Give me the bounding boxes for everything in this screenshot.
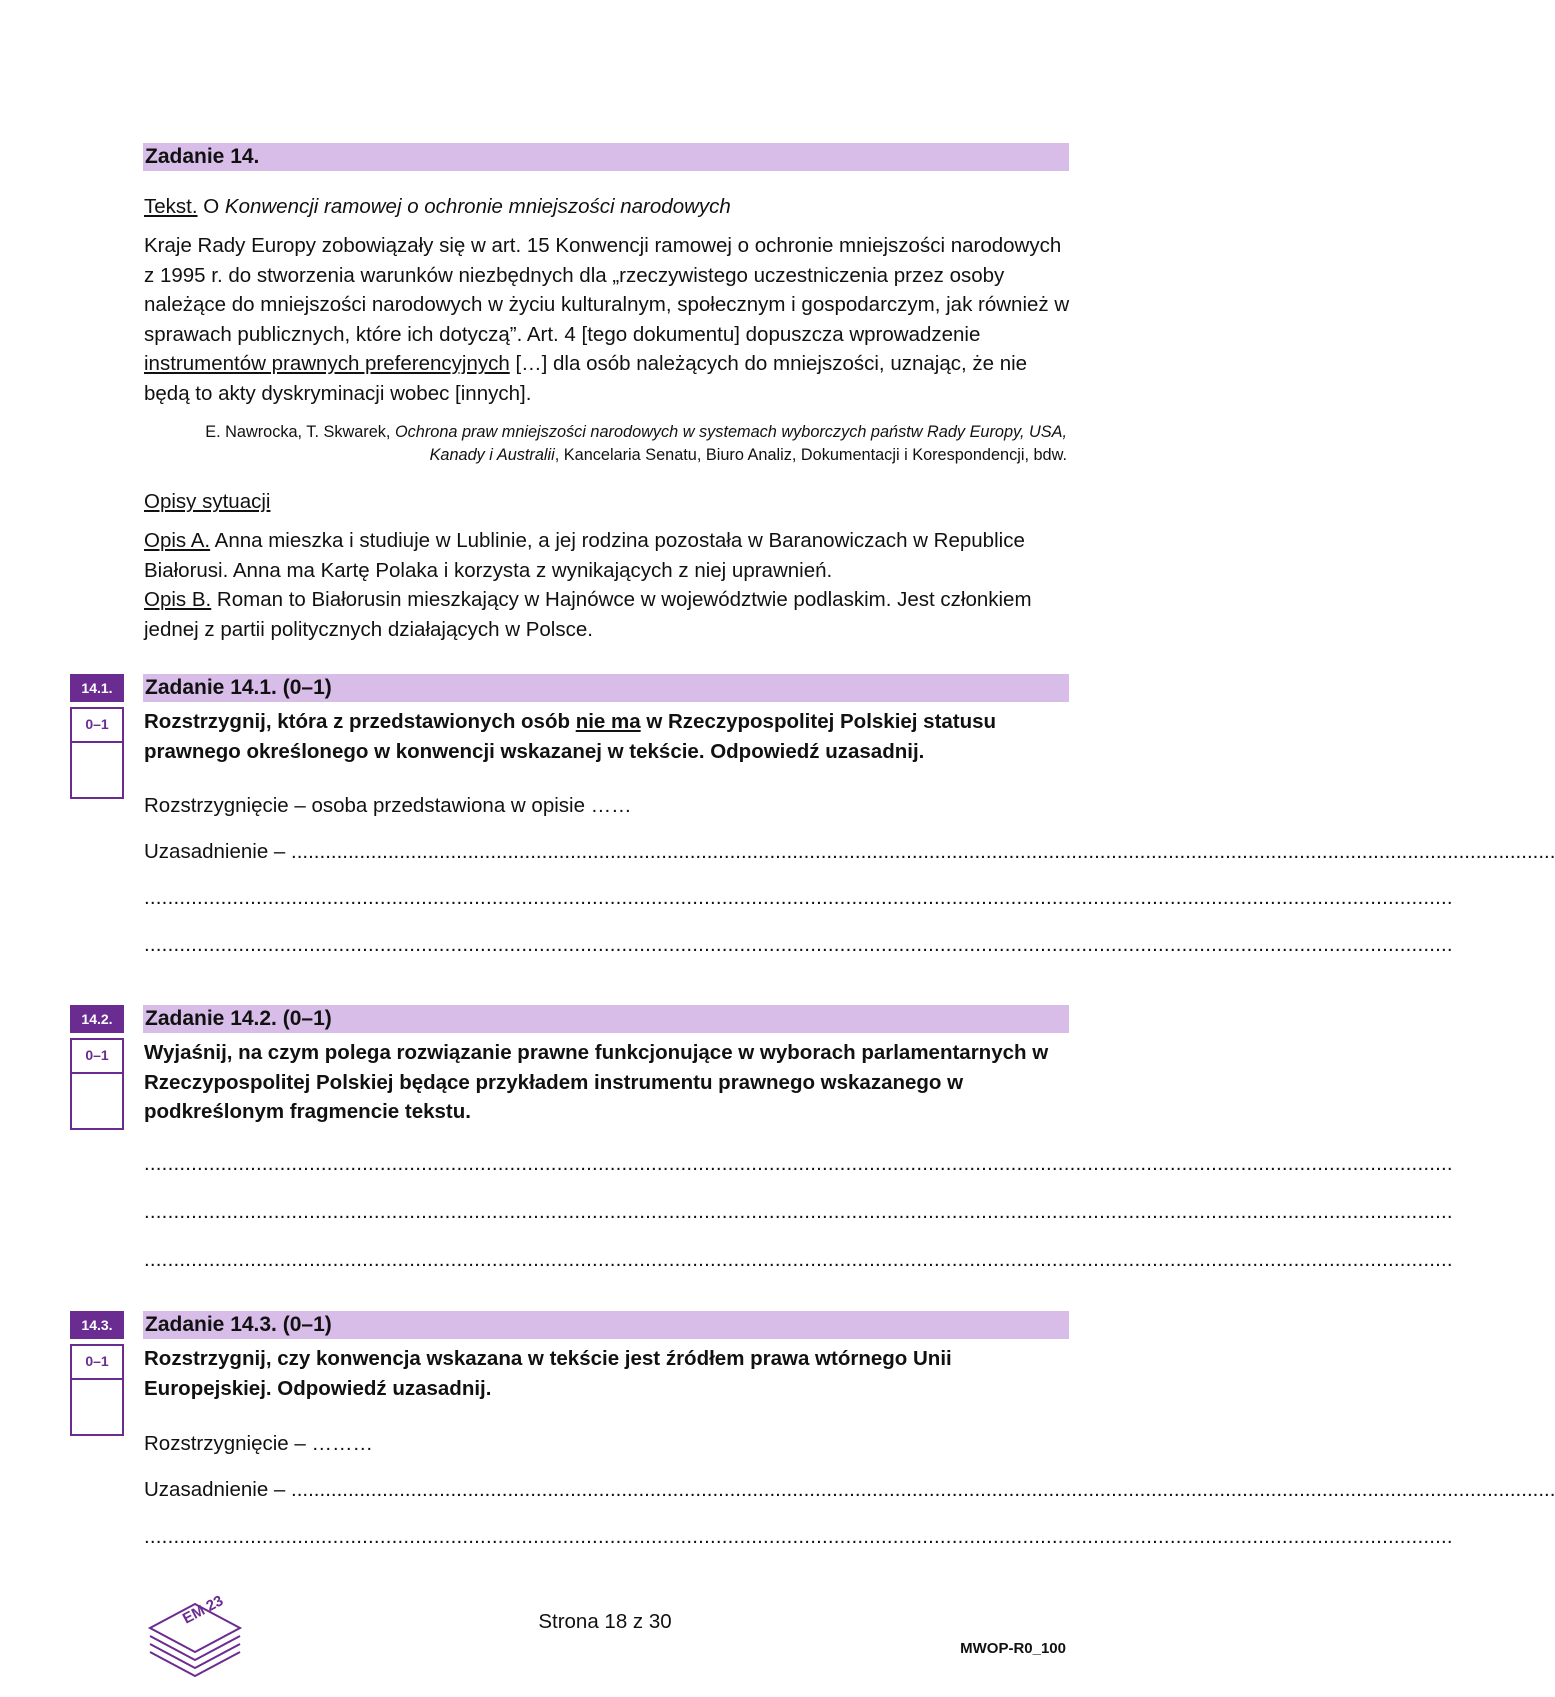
justification-label: Uzasadnienie – (144, 1478, 292, 1501)
question-text: Wyjaśnij, na czym polega rozwiązanie prawne funkcjonujące w wyborach parlamentarnych w Rzeczypospolitej Polskiej będące przykładem instrumentu prawnego wskazanego w podkreślonym fragmencie tekstu. (144, 1041, 1049, 1123)
question-text: Rozstrzygnij, czy konwencja wskazana w tekście jest źródłem prawa wtórnego Unii Europejskiej. Odpowiedź uzasadnij. (144, 1347, 952, 1400)
citation-authors: E. Nawrocka, T. Skwarek, (205, 423, 395, 441)
underlined-fragment: instrumentów prawnych preferencyjnych (144, 352, 510, 375)
logo-text: EM 23 (179, 1592, 227, 1628)
score-box (70, 1038, 124, 1130)
citation-publisher: , Kancelaria Senatu, Biuro Analiz, Dokumentacji i Korespondencji, bdw. (554, 446, 1067, 464)
opis-b (144, 585, 1074, 644)
subtask-title-bar (143, 674, 1069, 702)
answer-line[interactable]: .............................................................................................................................................................................................................................. (144, 886, 1453, 909)
text-prefix: O (197, 195, 225, 218)
justification-line[interactable] (144, 1476, 1555, 1504)
opis-a-text: Anna mieszka i studiuje w Lublinie, a jej rodzina pozostała w Baranowiczach w Republice Białorusi. Anna ma Kartę Polaka i korzysta z wynikających z niej uprawnień. (144, 529, 1025, 582)
opis-b-text: Roman to Białorusin mieszkający w Hajnówce w województwie podlaskim. Jest członkiem jednej z partii politycznych działających w Polsce. (144, 588, 1032, 641)
subtask-number: 14.3. (70, 1311, 124, 1339)
opis-a-label: Opis A. (144, 529, 211, 552)
subtask-title: Zadanie 14.1. (0–1) (145, 676, 332, 699)
situations-heading: Opisy sytuacji (144, 490, 271, 513)
source-text-part1: Kraje Rady Europy zobowiązały się w art. 15 Konwencji ramowej o ochronie mniejszości narodowych z 1995 r. do stworzenia warunków niezbędnych dla „rzeczywistego uczestniczenia przez osoby należące do mniejszości narodowych w życiu kulturalnym, społecznym i gospodarczym, jak również w sprawach publicznych, które ich dotyczą”. Art. 4 [tego dokumentu] dopuszcza wprowadzenie (144, 234, 1070, 346)
question-text-before: Rozstrzygnij, która z przedstawionych osób (144, 710, 576, 733)
question-text (144, 707, 1074, 766)
situations-descriptions (144, 526, 1074, 644)
score-points: 0–1 (72, 1040, 122, 1074)
score-box (70, 707, 124, 799)
justification-label: Uzasadnienie – (144, 840, 292, 863)
justification-line[interactable] (144, 838, 1555, 866)
answer-dots: .............................................................................................................................................................................................................................. (291, 840, 1555, 863)
text-heading (144, 192, 1074, 222)
answer-line[interactable]: .............................................................................................................................................................................................................................. (144, 1248, 1453, 1271)
exam-code: MWOP-R0_100 (960, 1640, 1066, 1657)
question-underlined: nie ma (575, 710, 641, 733)
logo-stack-icon (140, 1592, 250, 1676)
question-text-after: w Rzeczypospolitej Polskiej statusu prawnego określonego w konwencji wskazanej w tekście. Odpowiedź uzasadnij. (144, 710, 997, 763)
score-points: 0–1 (72, 1346, 122, 1380)
answer-line[interactable]: .............................................................................................................................................................................................................................. (144, 1525, 1453, 1548)
subtask-title: Zadanie 14.2. (0–1) (145, 1007, 332, 1030)
answer-line[interactable]: .............................................................................................................................................................................................................................. (144, 933, 1453, 956)
score-points: 0–1 (72, 709, 122, 743)
source-text-part2: […] dla osób należących do mniejszości, uznając, że nie będą to akty dyskryminacji wobec [innych]. (144, 352, 1028, 405)
opis-a (144, 526, 1074, 585)
answer-dots: .............................................................................................................................................................................................................................. (291, 1478, 1555, 1501)
citation (205, 421, 1067, 467)
decision-line: Rozstrzygnięcie – ……… (144, 1432, 373, 1455)
text-label: Tekst. (144, 195, 198, 218)
subtask-number: 14.1. (70, 674, 124, 702)
text-title: Konwencji ramowej o ochronie mniejszości narodowych (224, 195, 731, 218)
task-title: Zadanie 14. (145, 145, 260, 168)
exam-logo (140, 1592, 250, 1676)
task-title-bar (143, 143, 1069, 171)
subtask-title-bar (143, 1005, 1069, 1033)
opis-b-label: Opis B. (144, 588, 212, 611)
subtask-number: 14.2. (70, 1005, 124, 1033)
subtask-title: Zadanie 14.3. (0–1) (145, 1313, 332, 1336)
answer-line[interactable]: .............................................................................................................................................................................................................................. (144, 1200, 1453, 1223)
citation-title: Ochrona praw mniejszości narodowych w systemach wyborczych państw Rady Europy, USA, Kanady i Australii (394, 423, 1067, 464)
subtask-title-bar (143, 1311, 1069, 1339)
decision-line: Rozstrzygnięcie – osoba przedstawiona w opisie …… (144, 794, 632, 817)
answer-line[interactable]: .............................................................................................................................................................................................................................. (144, 1152, 1453, 1175)
score-box (70, 1344, 124, 1436)
page-number: Strona 18 z 30 (538, 1610, 672, 1633)
source-text (144, 231, 1074, 408)
